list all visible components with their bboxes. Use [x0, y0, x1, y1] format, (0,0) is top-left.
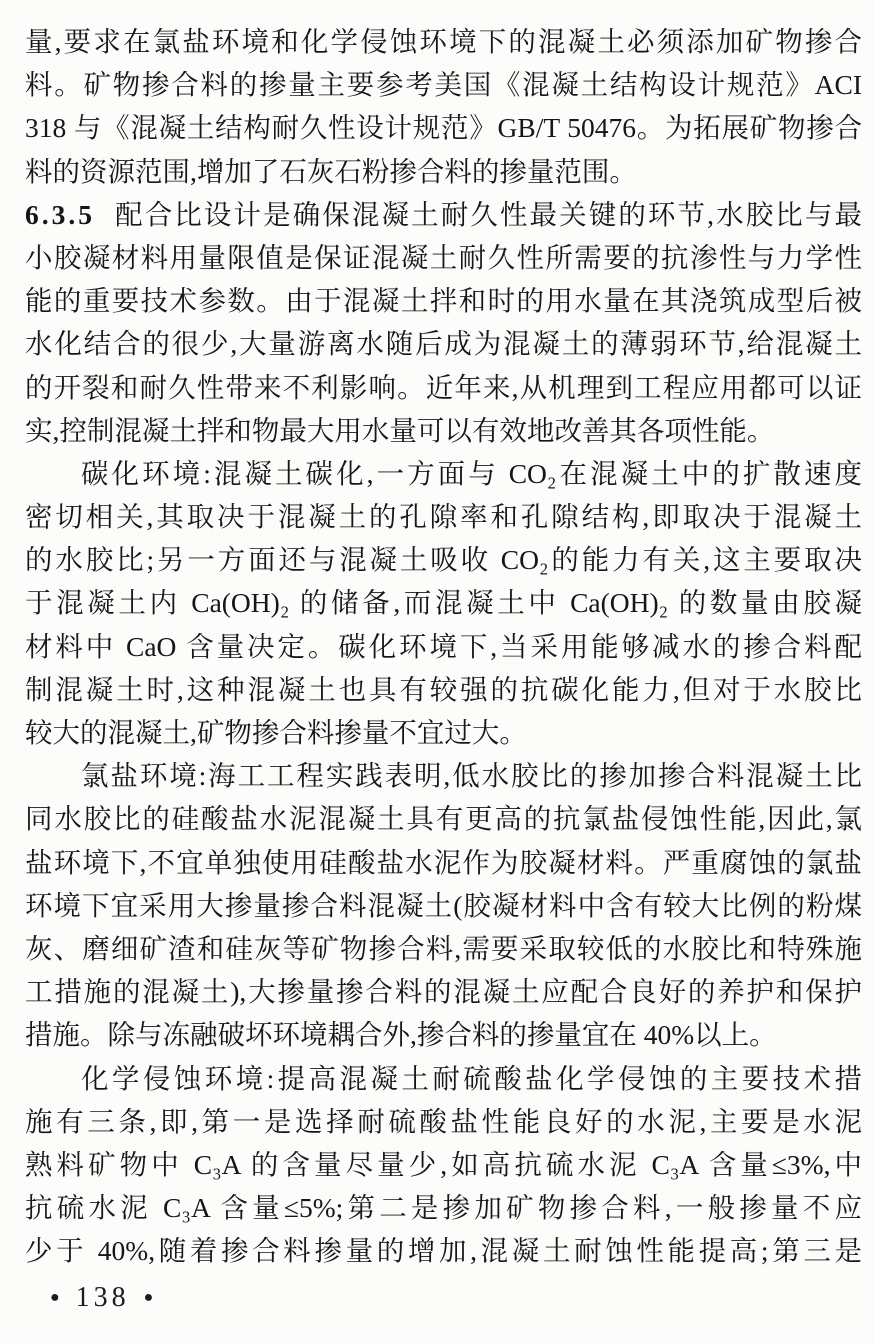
text-line: 灰、磨细矿渣和硅灰等矿物掺合料,需要采取较低的水胶比和特殊施: [25, 932, 862, 964]
text-line: 环境下宜采用大掺量掺合料混凝土(胶凝材料中含有较大比例的粉煤: [25, 889, 862, 921]
text-line: 少于 40%,随着掺合料掺量的增加,混凝土耐蚀性能提高;第三是: [25, 1235, 862, 1267]
text-line: 小胶凝材料用量限值是保证混凝土耐久性所需要的抗渗性与力学性: [25, 241, 862, 273]
body-text: [25, 20, 862, 1272]
text-line: 料。矿物掺合料的掺量主要参考美国《混凝土结构设计规范》ACI: [25, 69, 862, 101]
footer-right-bullet-icon: ●: [143, 1289, 156, 1306]
text-line: 密切相关,其取决于混凝土的孔隙率和孔隙结构,即取决于混凝土: [25, 501, 862, 533]
text-line: 制混凝土时,这种混凝土也具有较强的抗碳化能力,但对于水胶比: [25, 673, 862, 705]
text-line: 盐环境下,不宜单独使用硅酸盐水泥作为胶凝材料。严重腐蚀的氯盐: [25, 846, 862, 878]
text-line: 熟料矿物中 C₃A 的含量尽量少,如高抗硫水泥 C₃A 含量≤3%,中: [25, 1148, 862, 1180]
section-first-line-text: 配合比设计是确保混凝土耐久性最关键的环节,水胶比与最: [113, 198, 862, 230]
text-line: 318 与《混凝土结构耐久性设计规范》GB/T 50476。为拓展矿物掺合: [25, 112, 862, 144]
text-line: 量,要求在氯盐环境和化学侵蚀环境下的混凝土必须添加矿物掺合: [25, 26, 862, 57]
page-footer: [50, 1282, 155, 1314]
text-line: 实,控制混凝土拌和物最大用水量可以有效地改善其各项性能。: [25, 414, 775, 446]
text-line: 的开裂和耐久性带来不利影响。近年来,从机理到工程应用都可以证: [25, 371, 862, 403]
text-line: 能的重要技术参数。由于混凝土拌和时的用水量在其浇筑成型后被: [25, 285, 862, 317]
text-line: 水化结合的很少,大量游离水随后成为混凝土的薄弱环节,给混凝土: [25, 328, 862, 360]
page-number: 138: [75, 1282, 130, 1313]
text-line: 于混凝土内 Ca(OH)₂ 的储备,而混凝土中 Ca(OH)₂ 的数量由胶凝: [25, 587, 862, 619]
text-line: 抗硫水泥 C₃A 含量≤5%;第二是掺加矿物掺合料,一般掺量不应: [25, 1192, 862, 1224]
footer-left-bullet-icon: ●: [50, 1289, 62, 1306]
text-line: 氯盐环境:海工工程实践表明,低水胶比的掺加掺合料混凝土比: [81, 760, 862, 792]
text-line: 碳化环境:混凝土碳化,一方面与 CO₂在混凝土中的扩散速度: [81, 457, 862, 489]
text-line: 同水胶比的硅酸盐水泥混凝土具有更高的抗氯盐侵蚀性能,因此,氯: [25, 803, 862, 835]
text-line: [25, 193, 862, 236]
text-line: 工措施的混凝土),大掺量掺合料的混凝土应配合良好的养护和保护: [25, 976, 862, 1008]
text-line: 施有三条,即,第一是选择耐硫酸盐性能良好的水泥,主要是水泥: [25, 1105, 862, 1137]
section-number: 6.3.5: [25, 198, 95, 230]
text-line: 材料中 CaO 含量决定。碳化环境下,当采用能够减水的掺合料配: [25, 630, 862, 662]
text-line: 较大的混凝土,矿物掺合料掺量不宜过大。: [25, 717, 527, 748]
text-line: 化学侵蚀环境:提高混凝土耐硫酸盐化学侵蚀的主要技术措: [81, 1062, 862, 1094]
text-line: 的水胶比;另一方面还与混凝土吸收 CO₂的能力有关,这主要取决: [25, 544, 862, 576]
text-line: 措施。除与冻融破坏环境耦合外,掺合料的掺量宜在 40%以上。: [25, 1019, 777, 1051]
text-line: 料的资源范围,增加了石灰石粉掺合料的掺量范围。: [25, 155, 637, 187]
